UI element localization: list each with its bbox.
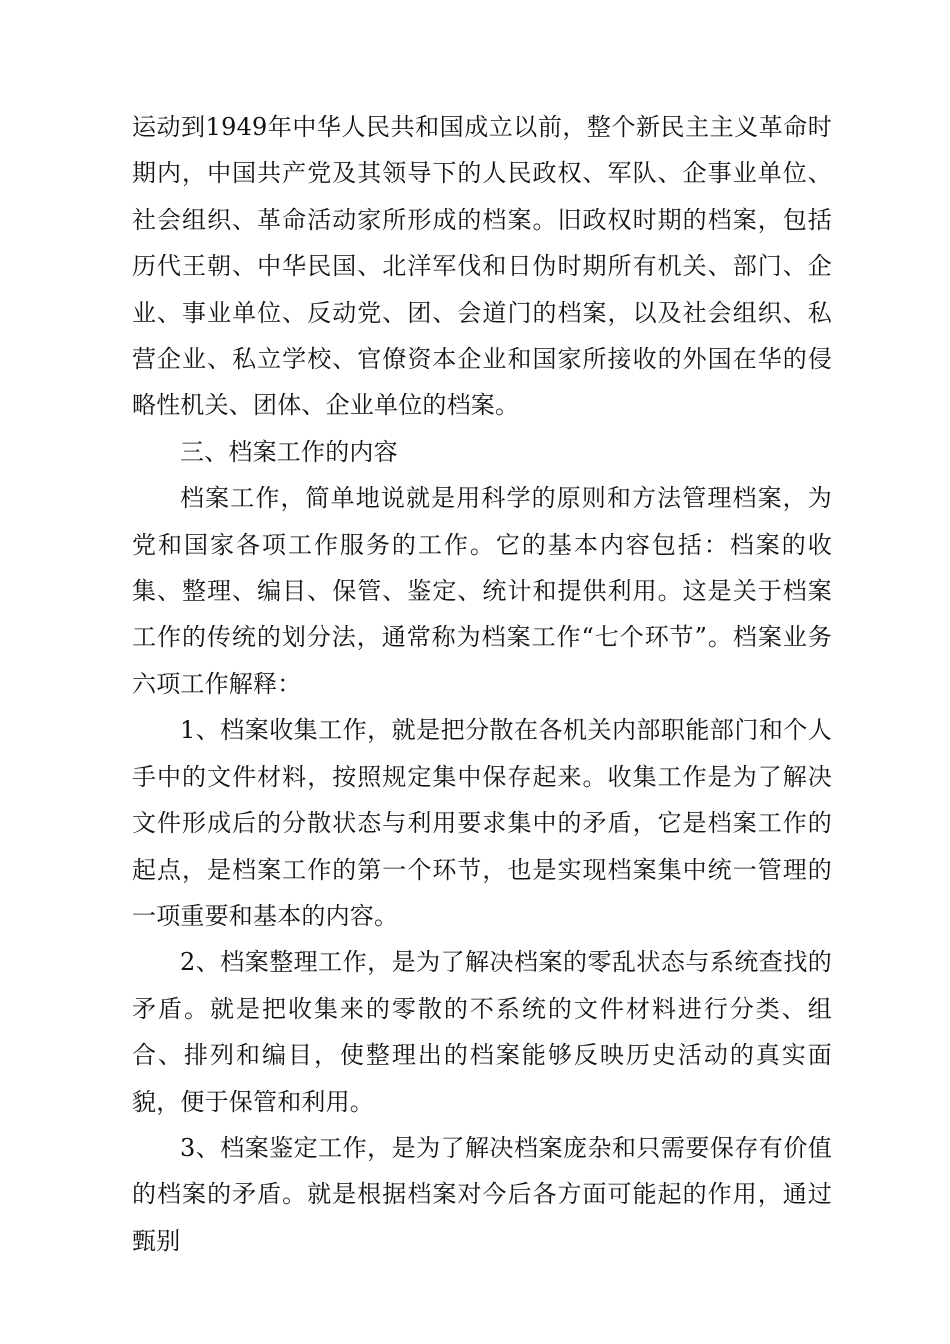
paragraph-archive-work-definition: 档案工作，简单地说就是用科学的原则和方法管理档案，为党和国家各项工作服务的工作。它的基本内容包括：档案的收集、整理、编目、保管、鉴定、统计和提供利用。这是关于档案工作的传统的划分法，通常称为档案工作“七个环节”。档案业务六项工作解释： bbox=[132, 484, 832, 698]
section-heading-archive-work: 三、档案工作的内容 bbox=[180, 437, 398, 466]
paragraph-collection-work: 1、档案收集工作，就是把分散在各机关内部职能部门和个人手中的文件材料，按照规定集中保存起来。收集工作是为了解决文件形成后的分散状态与利用要求集中的矛盾，它是档案工作的起点，是档案工作的第一个环节，也是实现档案集中统一管理的一项重要和基本的内容。 bbox=[132, 716, 832, 930]
paragraph-appraisal-work: 3、档案鉴定工作，是为了解决档案庞杂和只需要保存有价值的档案的矛盾。就是根据档案对今后各方面可能起的作用，通过甄别 bbox=[132, 1133, 832, 1255]
document-body bbox=[132, 104, 832, 1264]
paragraph-arrangement-work: 2、档案整理工作，是为了解决档案的零乱状态与系统查找的矛盾。就是把收集来的零散的不系统的文件材料进行分类、组合、排列和编目，使整理出的档案能够反映历史活动的真实面貌，便于保管和利用。 bbox=[132, 948, 832, 1116]
paragraph-archive-scope: 运动到1949年中华人民共和国成立以前，整个新民主主义革命时期内，中国共产党及其领导下的人民政权、军队、企事业单位、社会组织、革命活动家所形成的档案。旧政权时期的档案，包括历代王朝、中华民国、北洋军伐和日伪时期所有机关、部门、企业、事业单位、反动党、团、会道门的档案，以及社会组织、私营企业、私立学校、官僚资本企业和国家所接收的外国在华的侵略性机关、团体、企业单位的档案。 bbox=[132, 113, 832, 420]
